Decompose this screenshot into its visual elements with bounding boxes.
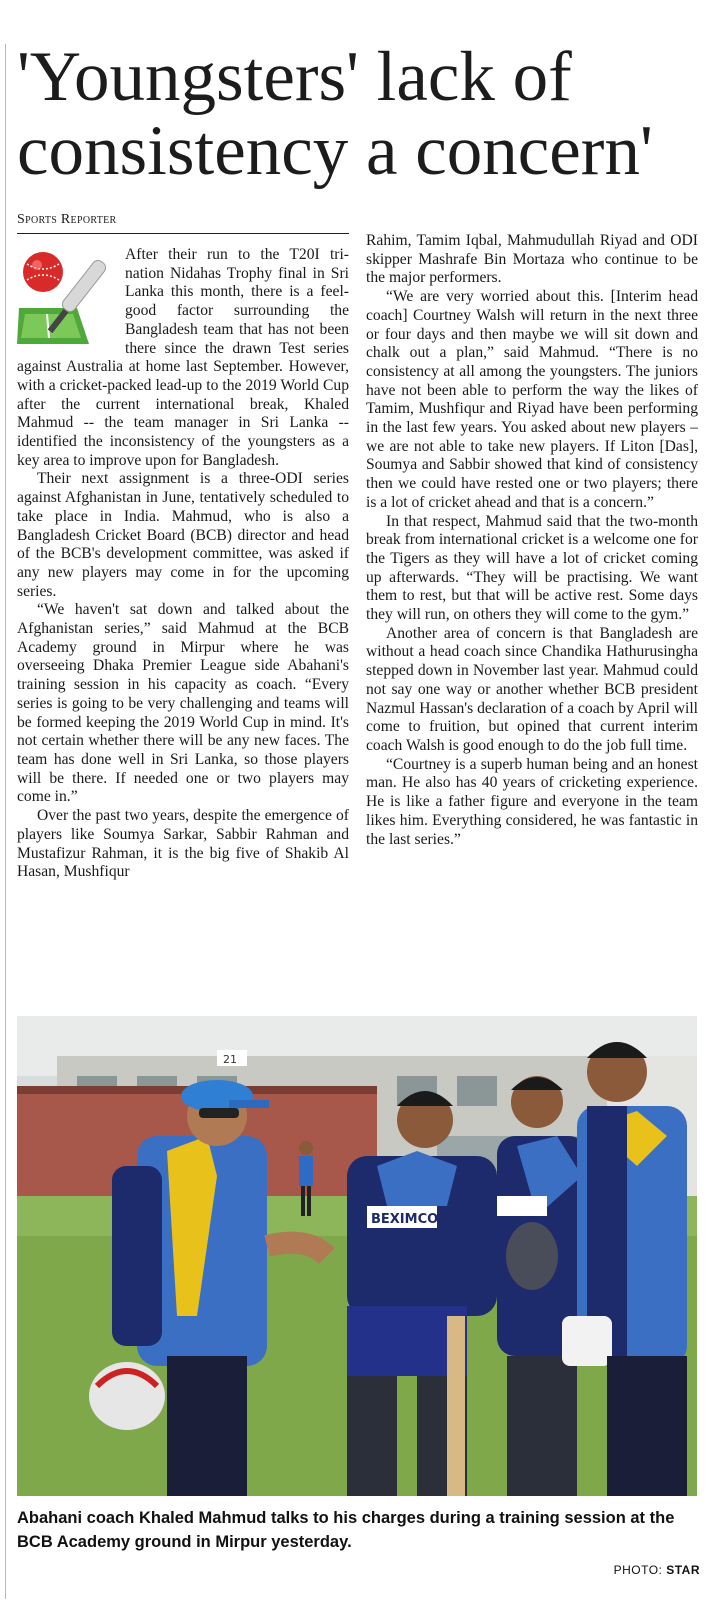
photo-credit-label: PHOTO:: [613, 1563, 663, 1577]
paragraph-7: Another area of concern is that Bangladesh are without a head coach since Chandika Hathurusingha stepped down in November last year. Mahmud could not say one way or another whether BCB president Nazmul Hassan's declaration of a coach by April will come to fruition, but opined that current interim coach Walsh is good enough to do the job full time.: [366, 624, 698, 754]
byline: Sports Reporter: [17, 212, 349, 234]
jersey-text: BEXIMCO: [371, 1212, 439, 1227]
banner-text: 21: [223, 1053, 237, 1066]
paragraph-8: “Courtney is a superb human being and an honest man. He also has 40 years of cricketing experience. He is like a father figure and everyone in the team likes him. Everything considered, he was fantastic in the last series.”: [366, 755, 698, 848]
photo-credit-source: STAR: [666, 1563, 700, 1577]
paragraph-4: Over the past two years, despite the emergence of players like Soumya Sarkar, Sabbir Rahman and Mustafizur Rahman, it is the big five of Shakib Al Hasan, Mushfiqur: [17, 807, 349, 881]
photo-caption: Abahani coach Khaled Mahmud talks to his charges during a training session at the BCB Academy ground in Mirpur yesterday.: [17, 1509, 675, 1551]
paragraph-1: After their run to the T20I tri-nation Nidahas Trophy final in Sri Lanka this month, there is a feel-good factor surrounding the Bangladesh team that has not been there since the drawn Test series against Australia at home last September. However, with a cricket-packed lead-up to the 2019 World Cup after the current international break, Khaled Mahmud -- the team manager in Sri Lanka -- identified the inconsistency of the youngsters as a key area to improve upon for Bangladesh.: [17, 246, 349, 469]
headline: [17, 40, 713, 188]
article-column-1: [17, 246, 349, 1012]
training-scene: [17, 1016, 697, 1496]
article-column-2: [366, 232, 698, 1012]
paragraph-3: “We haven't sat down and talked about the Afghanistan series,” said Mahmud at the BCB Academy ground in Mirpur where he was overseeing Dhaka Premier League side Abahani's training session in his capacity as coach. “Every series is going to be very challenging and teams will be formed keeping the 2019 World Cup in mind. It's not certain whether there will be any new faces. The team has done well in Sri Lanka, so those players will be there. If needed one or two players may come in.”: [17, 601, 349, 806]
paragraph-2: Their next assignment is a three-ODI series against Afghanistan in June, tentatively scheduled to take place in India. Mahmud, who is also a Bangladesh Cricket Board (BCB) director and head of the BCB's development committee, was asked if any new players may come in for the upcoming series.: [17, 470, 349, 600]
photo-credit: [614, 1563, 700, 1577]
headline-line-1: 'Youngsters' lack of: [17, 38, 572, 116]
training-photo: [17, 1016, 697, 1496]
headline-line-2: consistency a concern': [17, 112, 653, 190]
paragraph-6: In that respect, Mahmud said that the two-month break from international cricket is a welcome one for the Tigers as they will have a lot of cricket coming up afterwards. “They will be practising. We want them to rest, but that will be active rest. Some days they will run, on others they will come to the gym.”: [366, 512, 698, 624]
column-rule: [5, 44, 6, 1599]
paragraph-4-continued: Rahim, Tamim Iqbal, Mahmudullah Riyad and ODI skipper Mashrafe Bin Mortaza who continue to be the major performers.: [366, 232, 698, 287]
cricket-ball-bat-icon: [17, 248, 117, 348]
player-2-figure: [497, 1076, 587, 1496]
paragraph-5: “We are very worried about this. [Interim head coach] Courtney Walsh will return in the next three or four days and then maybe we will sit down and chalk out a plan,” said Mahmud. “There is no consistency at all among the youngsters. The juniors have not been able to perform the way the likes of Tamim, Mushfiqur and Riyad have been performing in the last few years. You asked about new players – we are not able to take new players. If Liton [Das], Soumya and Sabbir showed that kind of consistency then we could have rested one or two players; there is a lot of cricket ahead and that is a concern.”: [366, 288, 698, 511]
